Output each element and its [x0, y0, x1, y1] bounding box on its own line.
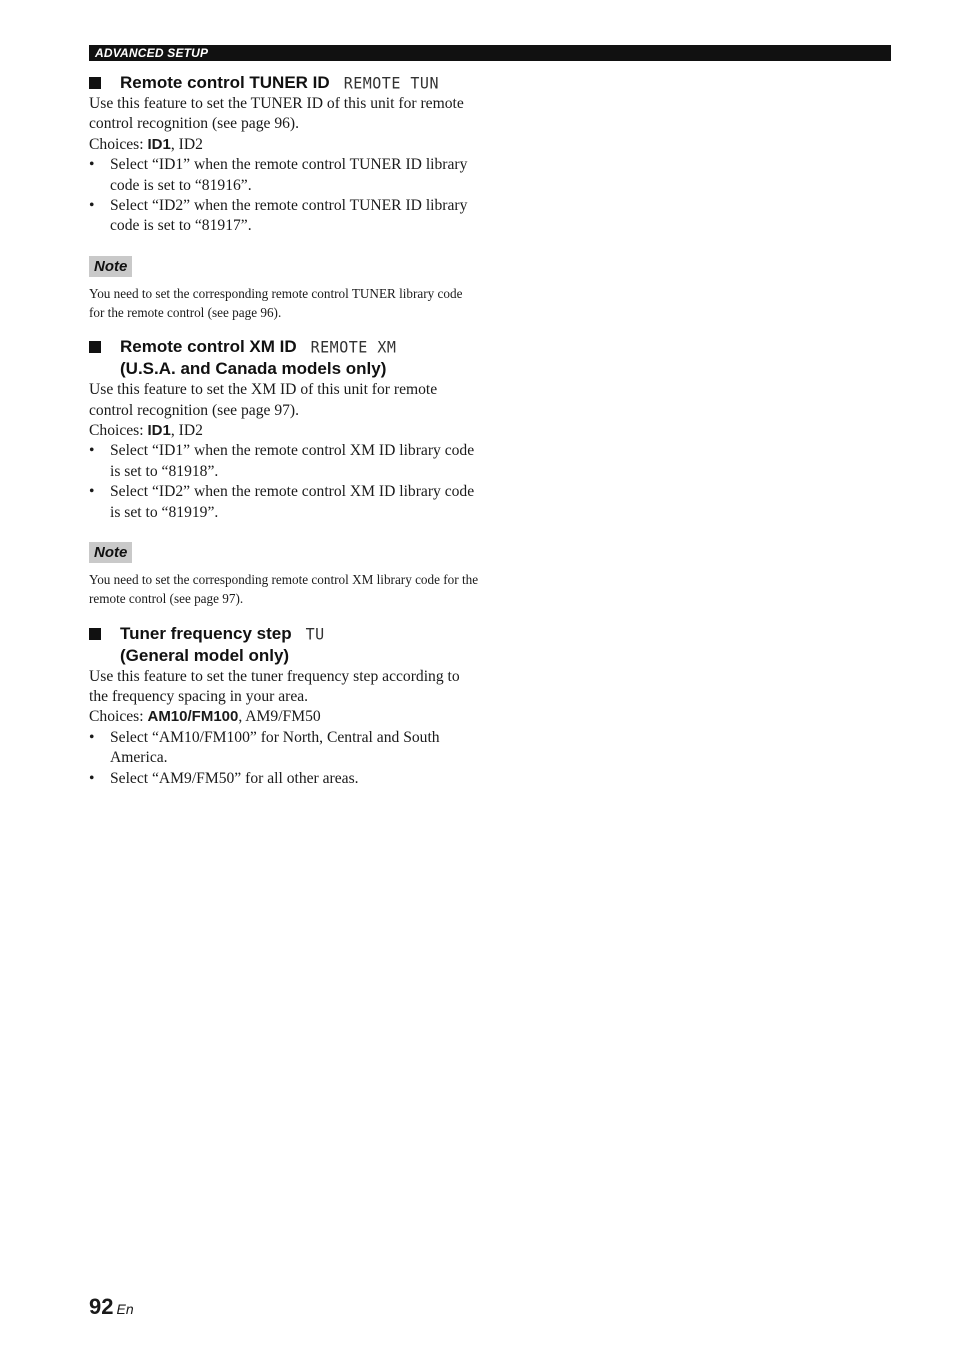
square-bullet-icon [89, 341, 101, 353]
description: Use this feature to set the TUNER ID of this unit for remote control recognition (see page 96). [89, 95, 464, 133]
choices-default: ID1 [147, 422, 171, 440]
page-footer [89, 1294, 134, 1320]
choices-line [89, 421, 479, 441]
lcd-display-text: REMOTE TUN [343, 73, 439, 93]
bullet-dot-icon: • [89, 156, 95, 174]
list-item [89, 482, 479, 523]
choices-label: Choices: [89, 708, 148, 726]
choices-default: ID1 [147, 135, 171, 153]
section-heading [89, 72, 479, 94]
list-item [89, 769, 479, 789]
bullet-dot-icon: • [89, 442, 95, 460]
list-item-text: Select “AM10/FM100” for North, Central and South America. [110, 728, 440, 767]
note-text: You need to set the corresponding remote control XM library code for the remote control (see page 97). [89, 572, 479, 607]
list-item-text: Select “ID1” when the remote control XM ID library code is set to “81918”. [110, 442, 475, 480]
bullet-dot-icon: • [89, 728, 95, 746]
list-item-text: Select “AM9/FM50” for all other areas. [110, 769, 359, 787]
lcd-display-text: TU [305, 623, 325, 644]
lcd-display-text: REMOTE XM [310, 337, 397, 357]
list-item [89, 196, 479, 237]
list-item [89, 155, 479, 196]
bullet-dot-icon: • [89, 483, 95, 501]
square-bullet-icon [89, 628, 101, 640]
choices-line [89, 707, 479, 727]
choices-rest: , ID2 [170, 422, 203, 440]
section-remote-xm-id [89, 336, 479, 608]
list-item-text: Select “ID2” when the remote control XM ID library code is set to “81919”. [110, 483, 475, 521]
section-heading [89, 336, 479, 380]
heading-title: Remote control XM ID [120, 337, 297, 357]
description: Use this feature to set the XM ID of this unit for remote control recognition (see page 97). [89, 381, 438, 419]
choices-rest: , ID2 [170, 135, 203, 153]
choices-label: Choices: [89, 422, 148, 440]
choices-rest: , AM9/FM50 [238, 708, 321, 726]
description: Use this feature to set the tuner frequency step according to the frequency spacing in your area. [89, 667, 460, 705]
list-item [89, 728, 479, 769]
list-item [89, 441, 479, 482]
heading-subtitle: (U.S.A. and Canada models only) [120, 359, 387, 379]
language-code: En [116, 1301, 134, 1317]
square-bullet-icon [89, 77, 101, 89]
section-tuner-frequency-step [89, 623, 479, 789]
note-label: Note [89, 542, 132, 563]
section-header-label: ADVANCED SETUP [95, 46, 209, 60]
section-header-bar [89, 45, 891, 61]
section-remote-tuner-id [89, 72, 479, 322]
bullet-list [89, 155, 479, 237]
list-item-text: Select “ID2” when the remote control TUNER ID library code is set to “81917”. [110, 197, 468, 235]
heading-subtitle: (General model only) [120, 645, 290, 665]
content-column [89, 72, 479, 789]
bullet-dot-icon: • [89, 197, 95, 215]
list-item-text: Select “ID1” when the remote control TUNER ID library code is set to “81916”. [110, 156, 468, 194]
bullet-dot-icon: • [89, 769, 95, 787]
note-text: You need to set the corresponding remote control TUNER library code for the remote control (see page 96). [89, 285, 463, 321]
choices-label: Choices: [89, 135, 148, 153]
heading-title: Remote control TUNER ID [120, 73, 330, 92]
choices-line [89, 135, 479, 155]
heading-title: Tuner frequency step [120, 623, 292, 643]
bullet-list [89, 728, 479, 789]
page-number: 92 [89, 1294, 114, 1319]
bullet-list [89, 441, 479, 523]
note-label: Note [89, 256, 132, 277]
section-heading [89, 623, 479, 667]
choices-default: AM10/FM100 [147, 708, 239, 726]
